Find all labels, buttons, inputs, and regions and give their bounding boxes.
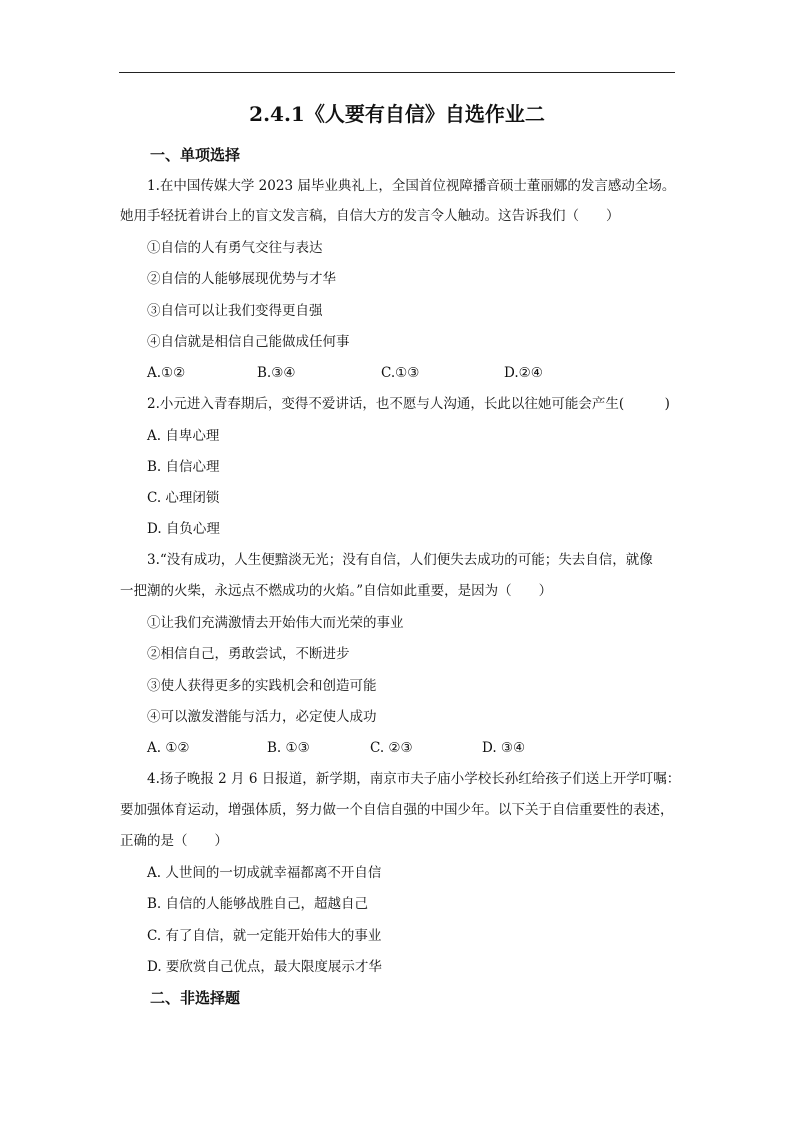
section-heading-non-choice: 二、非选择题 xyxy=(150,989,241,1007)
document-title: 2.4.1《人要有自信》自选作业二 xyxy=(249,102,545,126)
q1-item-4: ④自信就是相信自己能做成任何事 xyxy=(147,334,350,350)
q1-choice-b: B.③④ xyxy=(257,365,296,381)
q2-option-a: A. 自卑心理 xyxy=(147,428,220,444)
q4-option-b: B. 自信的人能够战胜自己，超越自己 xyxy=(147,896,369,912)
q4-stem-line2: 要加强体育运动，增强体质，努力做一个自信自强的中国少年。以下关于自信重要性的表述， xyxy=(120,802,674,818)
q4-stem-line3: 正确的是（ ） xyxy=(120,833,228,849)
q3-choice-a: A. ①② xyxy=(147,740,190,756)
q4-option-c: C. 有了自信，就一定能开始伟大的事业 xyxy=(147,928,382,944)
q1-item-2: ②自信的人能够展现优势与才华 xyxy=(147,271,336,287)
q3-item-2: ②相信自己，勇敢尝试，不断进步 xyxy=(147,646,350,662)
q3-item-4: ④可以激发潜能与活力，必定使人成功 xyxy=(147,709,377,725)
q4-option-d: D. 要欣赏自己优点，最大限度展示才华 xyxy=(147,959,382,975)
q1-item-3: ③自信可以让我们变得更自强 xyxy=(147,303,323,319)
q2-option-c: C. 心理闭锁 xyxy=(147,490,220,506)
q2-option-b: B. 自信心理 xyxy=(147,459,220,475)
q1-item-1: ①自信的人有勇气交往与表达 xyxy=(147,240,323,256)
q3-item-1: ①让我们充满激情去开始伟大而光荣的事业 xyxy=(147,615,404,631)
q1-choice-c: C.①③ xyxy=(381,365,420,381)
q3-stem-line1: 3.“没有成功，人生便黯淡无光；没有自信，人们便失去成功的可能；失去自信，就像 xyxy=(147,552,653,568)
q3-stem-line2: 一把潮的火柴，永远点不燃成功的火焰。”自信如此重要，是因为（ ） xyxy=(120,583,553,599)
q2-stem-line1: 2.小元进入青春期后，变得不爱讲话，也不愿与人沟通，长此以往她可能会产生( ) xyxy=(147,396,670,412)
q3-choice-b: B. ①③ xyxy=(267,740,310,756)
q4-option-a: A. 人世间的一切成就幸福都离不开自信 xyxy=(147,865,382,881)
q2-option-d: D. 自负心理 xyxy=(147,521,220,537)
q1-choice-a: A.①② xyxy=(147,365,186,381)
q1-stem-line1: 1.在中国传媒大学 2023 届毕业典礼上，全国首位视障播音硕士董丽娜的发言感动全场。 xyxy=(147,178,676,194)
q3-choice-c: C. ②③ xyxy=(370,740,413,756)
header-rule xyxy=(119,72,675,73)
section-heading-single-choice: 一、单项选择 xyxy=(150,146,241,164)
q1-stem-line2: 她用手轻抚着讲台上的盲文发言稿，自信大方的发言令人触动。这告诉我们（ ） xyxy=(120,208,620,224)
q4-stem-line1: 4.扬子晚报 2 月 6 日报道，新学期，南京市夫子庙小学校长孙红给孩子们送上开学叮嘱： xyxy=(147,771,681,787)
q1-choice-d: D.②④ xyxy=(504,365,543,381)
q3-item-3: ③使人获得更多的实践机会和创造可能 xyxy=(147,678,377,694)
q3-choice-d: D. ③④ xyxy=(482,740,526,756)
